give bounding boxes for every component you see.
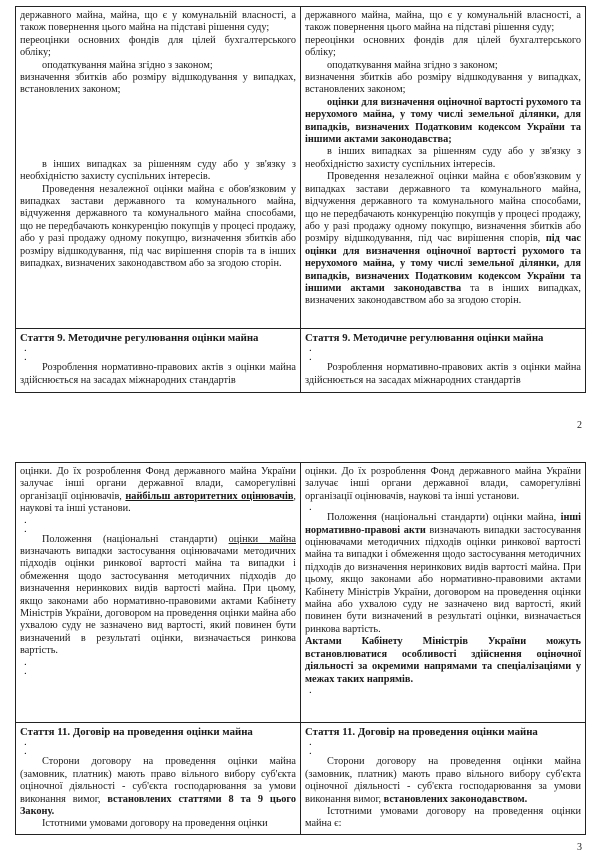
paragraph: Розроблення нормативно-правових актів з оцінки майна здійснюється на засадах міжнародних стандартів <box>20 362 296 386</box>
dot-mark: . <box>309 745 312 758</box>
paragraph: в інших випадках за рішенням суду або у зв'язку з необхідністю захисту суспільних інтересів. <box>20 158 296 183</box>
bold-paragraph: оцінки для визначення оціночної вартості рухомого та нерухомого майна, у тому числі земельної ділянки, для випадків, визначених Податковим кодексом України та іншими актами законодавства; <box>305 96 581 146</box>
paragraph: оцінки. До їх розроблення Фонд державного майна України залучає інші органи державної влади, саморегулівні організації оцінювачів, наукові та інші установи. <box>305 466 581 502</box>
article-heading: Стаття 9. Методичне регулювання оцінки майна <box>305 332 544 344</box>
dot-mark: . <box>24 522 27 535</box>
right-cell-proposed-text <box>301 7 586 329</box>
page-number: 2 <box>577 420 582 431</box>
paragraph <box>305 756 581 806</box>
left-cell-current-text <box>16 463 301 723</box>
table-row <box>16 723 586 835</box>
left-cell-article-9 <box>16 329 301 393</box>
right-cell-article-9 <box>301 329 586 393</box>
article-heading: Стаття 11. Договір на проведення оцінки майна <box>20 726 253 738</box>
paragraph: оподаткування майна згідно з законом; <box>327 59 498 71</box>
table-row <box>16 329 586 393</box>
dot-mark: . <box>309 501 312 514</box>
text-span: та в інших випадках, визначених законодавством або за згодою сторін. <box>305 282 582 307</box>
underlined-span: найбільш авторитетних оцінювачів <box>125 490 294 502</box>
paragraph <box>20 534 296 658</box>
dot-mark: . <box>309 683 312 696</box>
text-span: Сторони договору на проведення оцінки майна (замовник, платник) мають право вільного вибору суб'єкта оціночної діяльності - суб'єкта господарювання за умови виконання вимог, <box>305 756 581 805</box>
bold-span: під час оцінки для визначення оціночної вартості рухомого та нерухомого майна, у тому числі земельної ділянки, для випадків, визначених Податковим кодексом України та іншими актами законодавства <box>305 233 582 294</box>
text-span: визначають випадки застосування оцінювачами методичних підходів оцінки ринкової вартості майна та випадки і обмеження щодо застосування методичних підходів до визначення неринкових видів вартості майна. При цьому, якщо законами або нормативно-правовими актами Кабінету Міністрів України, договором на проведення оцінки майна або ухвалою суду не зазначено вид вартості, який повинен бути визначений в результаті оцінки, визначається ринкова вартість. <box>20 546 296 657</box>
paragraph: визначення збитків або розміру відшкодування у випадках, встановлених законом; <box>20 72 296 96</box>
table-row <box>16 463 586 723</box>
dot-mark: . <box>24 342 27 355</box>
paragraph <box>20 756 296 818</box>
dot-mark: . <box>24 513 27 526</box>
bold-span: встановлених законодавством. <box>383 793 528 805</box>
page-number: 3 <box>577 842 582 853</box>
comparison-table-page-3 <box>15 462 586 835</box>
right-cell-proposed-text <box>301 463 586 723</box>
right-cell-article-11 <box>301 723 586 835</box>
comparison-table-page-2 <box>15 6 586 393</box>
bold-span: інші нормативно-правові акти <box>305 512 581 536</box>
bold-paragraph: Актами Кабінету Міністрів України можуть встановлюватися особливості здійснення оціночної діяльності за окремими напрямами та спеціалізаціями у межах таких напрямів. <box>305 636 581 685</box>
text-span: оцінки. До їх розроблення Фонд державного майна України залучає інші органи державної влади, саморегулівні організації оцінювачів, <box>20 466 296 502</box>
dot-mark: . <box>309 736 312 749</box>
dot-mark: . <box>24 655 27 668</box>
article-heading: Стаття 11. Договір на проведення оцінки майна <box>305 726 538 738</box>
paragraph: державного майна, майна, що є у комунальній власності, а також повернення цього майна на підставі рішення суду; <box>305 10 581 34</box>
paragraph: Розроблення нормативно-правових актів з оцінки майна здійснюється на засадах міжнародних стандартів <box>305 362 581 386</box>
paragraph <box>20 466 296 516</box>
dot-mark: . <box>24 351 27 364</box>
paragraph: переоцінки основних фондів для цілей бухгалтерського обліку; <box>20 34 296 59</box>
paragraph <box>305 512 581 636</box>
dot-mark: . <box>309 351 312 364</box>
document-page-3 <box>0 440 600 859</box>
paragraph <box>305 171 581 307</box>
paragraph: визначення збитків або розміру відшкодування у випадках, встановлених законом; <box>305 72 581 96</box>
table-row <box>16 7 586 329</box>
dot-mark: . <box>24 745 27 758</box>
underlined-span: оцінки майна <box>228 533 296 545</box>
dot-mark: . <box>24 736 27 749</box>
bold-span: встановлених статтями 8 та 9 цього Закону. <box>20 793 296 818</box>
text-span: , наукові та інші установи. <box>20 490 296 515</box>
dot-mark: . <box>24 664 27 677</box>
paragraph: Істотними умовами договору на проведення оцінки <box>42 818 268 830</box>
text-span: Положення (національні стандарти) оцінки майна, <box>327 512 557 524</box>
dot-mark: . <box>309 342 312 355</box>
paragraph: державного майна, майна, що є у комунальній власності, а також повернення цього майна на підставі рішення суду; <box>20 10 296 34</box>
text-span: Проведення незалежної оцінки майна є обов'язковим у випадках застави державного та комунального майна, відчуження державного та комунального майна способами, що не передбачають конкуренцію покупців у процесі продажу, або у разі продажу одному покупцю, визначення збитків або розміру відшкодування, під час вирішення спорів, <box>305 171 581 245</box>
text-span: Положення (національні стандарти) <box>42 533 218 545</box>
text-span: Сторони договору на проведення оцінки майна (замовник, платник) мають право вільного вибору суб'єкта оціночної діяльності - суб'єкта господарювання за умови виконання вимог, <box>20 756 296 805</box>
paragraph: Істотними умовами договору на проведення оцінки майна є: <box>305 806 581 830</box>
article-heading: Стаття 9. Методичне регулювання оцінки майна <box>20 332 259 344</box>
paragraph: переоцінки основних фондів для цілей бухгалтерського обліку; <box>305 34 581 59</box>
text-span: визначають випадки застосування оцінювачами методичних підходів оцінки ринкової вартості майна та випадки і обмеження щодо застосування методичних підходів до визначення неринкових видів вартості майна. При цьому, якщо законами або нормативно-правовими актами Кабінету Міністрів України, договором на проведення оцінки майна або ухвалою суду не зазначено вид вартості, який повинен бути визначений в результаті оцінки, визначається ринкова вартість. <box>305 524 582 635</box>
paragraph: в інших випадках за рішенням суду або у зв'язку з необхідністю захисту суспільних інтересів. <box>305 146 581 170</box>
paragraph: оподаткування майна згідно з законом; <box>42 59 213 71</box>
paragraph: Проведення незалежної оцінки майна є обов'язковим у випадках застави державного та комунального майна, відчуження державного та комунального майна способами, що не передбачають конкуренцію покупців у процесі продажу, або у разі продажу одному покупцю, визначення збитків або розміру відшкодування, під час вирішення спорів та в інших випадках, визначених законодавством або за згодою сторін. <box>20 183 296 270</box>
left-cell-current-text <box>16 7 301 329</box>
left-cell-article-11 <box>16 723 301 835</box>
